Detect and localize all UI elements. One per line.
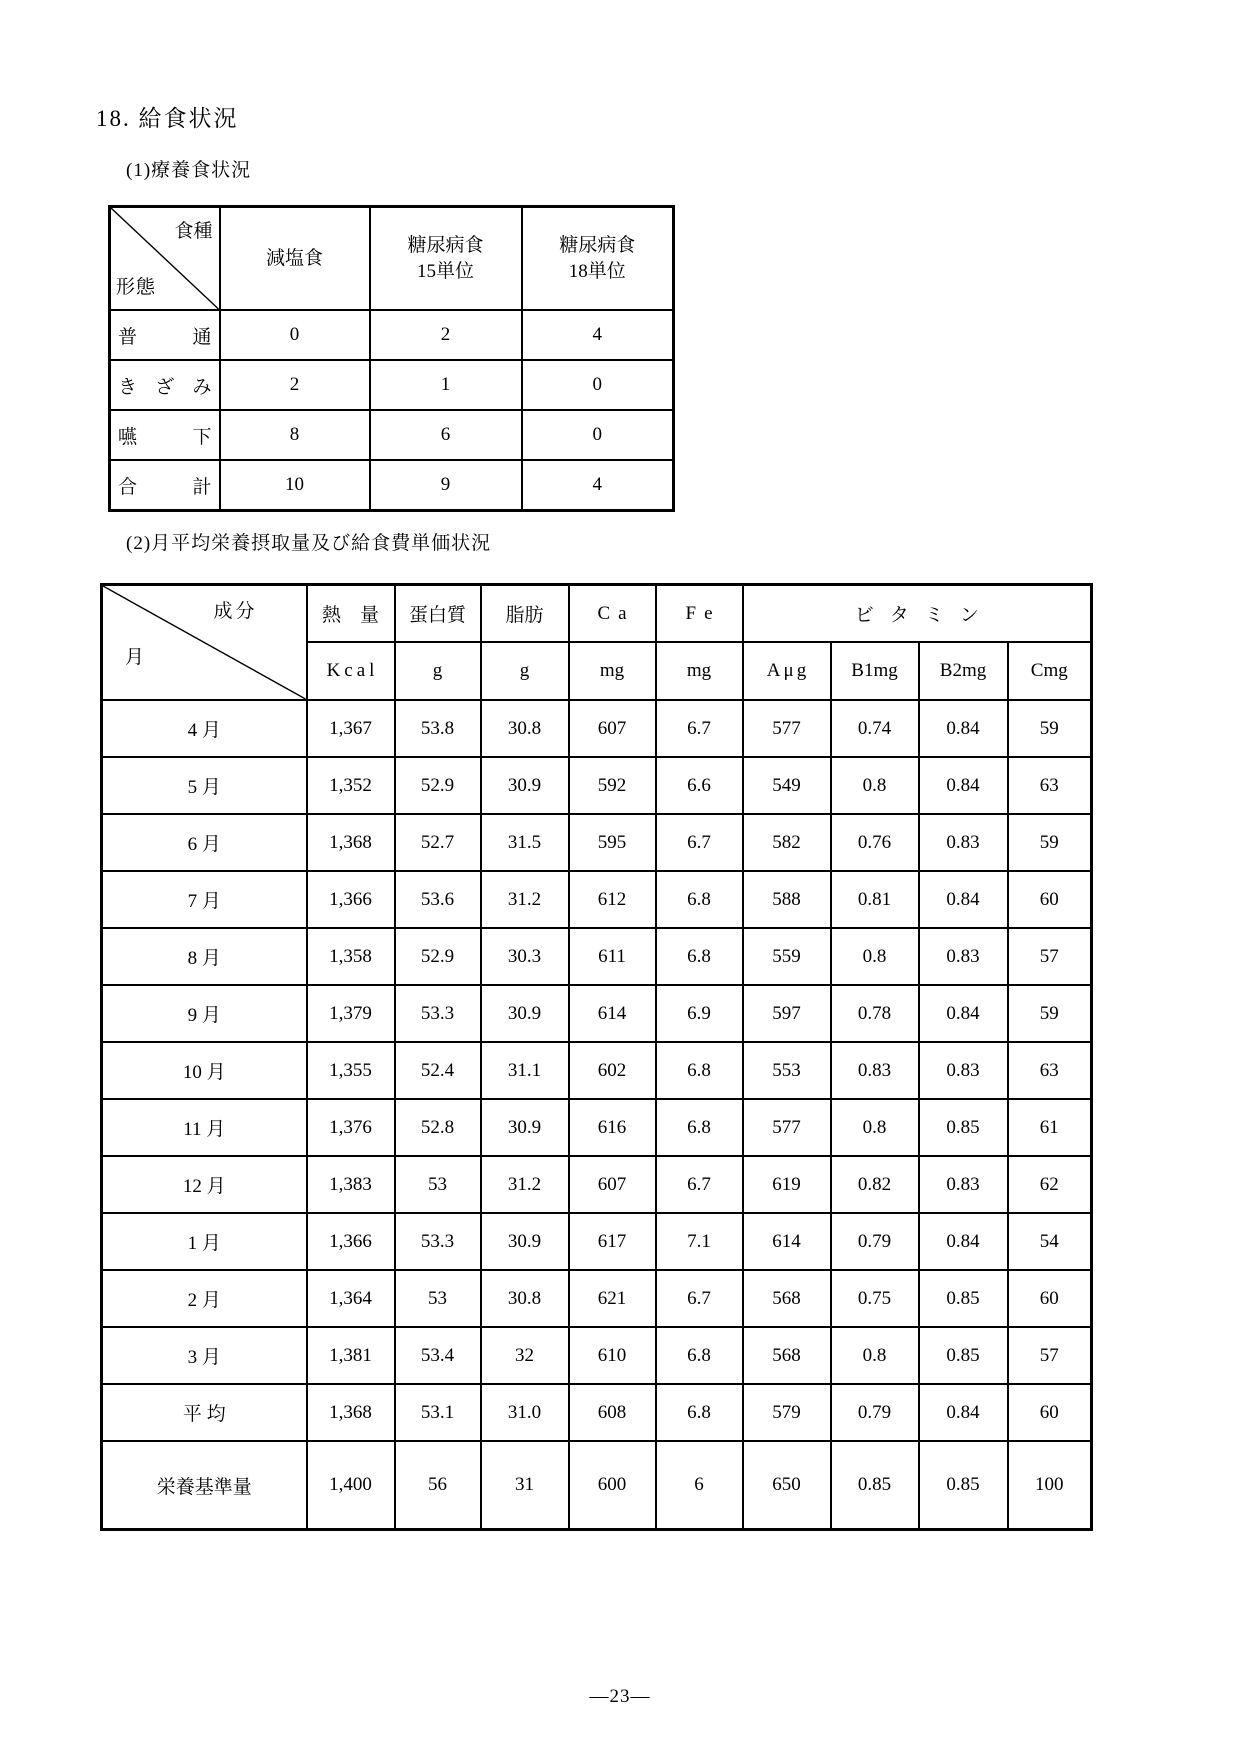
column-header (220, 207, 370, 311)
nutrition-table-body (102, 700, 1092, 1530)
value-cell: 568 (743, 1327, 831, 1384)
value-cell: 57 (1008, 928, 1092, 985)
value-cell: 0.82 (831, 1156, 919, 1213)
column-header-protein: 蛋白質 (395, 585, 481, 643)
column-header-line1: 糖尿病食 (407, 234, 484, 256)
value-cell: 0.85 (919, 1327, 1008, 1384)
row-label: 9 月 (102, 985, 307, 1042)
table-row (102, 1441, 1092, 1530)
section2-heading: (2)月平均栄養摂取量及び給食費単価状況 (126, 533, 492, 554)
value-cell: 0.8 (831, 1099, 919, 1156)
value-cell: 63 (1008, 1042, 1092, 1099)
value-cell: 31.5 (481, 814, 569, 871)
row-label: 嚥 下 (110, 410, 220, 460)
value-cell: 30.8 (481, 1270, 569, 1327)
value-cell: 597 (743, 985, 831, 1042)
table-row (102, 814, 1092, 871)
row-label: 5 月 (102, 757, 307, 814)
table-row (102, 1156, 1092, 1213)
page-title: 18. 給食状況 (96, 106, 239, 131)
value-cell: 6.8 (656, 1042, 743, 1099)
value-cell: 30.9 (481, 1099, 569, 1156)
value-cell: 53 (395, 1270, 481, 1327)
value-cell: 6 (370, 410, 522, 460)
value-cell: 1,358 (307, 928, 395, 985)
value-cell: 0.84 (919, 757, 1008, 814)
table-row (102, 700, 1092, 757)
value-cell: 553 (743, 1042, 831, 1099)
row-label: 12 月 (102, 1156, 307, 1213)
value-cell: 614 (569, 985, 656, 1042)
value-cell: 59 (1008, 814, 1092, 871)
value-cell: 60 (1008, 1270, 1092, 1327)
table-row (102, 1042, 1092, 1099)
value-cell: 9 (370, 460, 522, 511)
row-label: 普 通 (110, 310, 220, 360)
value-cell: 59 (1008, 700, 1092, 757)
value-cell: 0 (522, 360, 674, 410)
unit-header: g (481, 642, 569, 700)
value-cell: 595 (569, 814, 656, 871)
value-cell: 0.79 (831, 1384, 919, 1441)
value-cell: 616 (569, 1099, 656, 1156)
column-header-line1: 糖尿病食 (559, 234, 636, 256)
unit-header: B2mg (919, 642, 1008, 700)
value-cell: 1,364 (307, 1270, 395, 1327)
value-cell: 0.84 (919, 1213, 1008, 1270)
value-cell: 568 (743, 1270, 831, 1327)
table-row (102, 928, 1092, 985)
value-cell: 1,352 (307, 757, 395, 814)
value-cell: 0.85 (831, 1441, 919, 1530)
value-cell: 60 (1008, 871, 1092, 928)
value-cell: 60 (1008, 1384, 1092, 1441)
value-cell: 6.6 (656, 757, 743, 814)
table-row (102, 757, 1092, 814)
unit-header: B1mg (831, 642, 919, 700)
value-cell: 52.8 (395, 1099, 481, 1156)
value-cell: 1,367 (307, 700, 395, 757)
value-cell: 54 (1008, 1213, 1092, 1270)
value-cell: 6.7 (656, 814, 743, 871)
value-cell: 610 (569, 1327, 656, 1384)
nutrition-table (100, 583, 1093, 1531)
value-cell: 617 (569, 1213, 656, 1270)
row-label: 7 月 (102, 871, 307, 928)
row-label: き ざ み (110, 360, 220, 410)
value-cell: 31.0 (481, 1384, 569, 1441)
row-label: 4 月 (102, 700, 307, 757)
value-cell: 31.1 (481, 1042, 569, 1099)
value-cell: 31.2 (481, 1156, 569, 1213)
value-cell: 6.7 (656, 700, 743, 757)
column-header-line2: 18単位 (568, 260, 626, 282)
value-cell: 1,376 (307, 1099, 395, 1156)
value-cell: 1,366 (307, 871, 395, 928)
column-header-energy: 熱 量 (307, 585, 395, 643)
column-header-line2: 15単位 (416, 260, 474, 282)
value-cell: 4 (522, 310, 674, 360)
therapeutic-diet-table (108, 205, 675, 512)
value-cell: 30.3 (481, 928, 569, 985)
value-cell: 0.79 (831, 1213, 919, 1270)
value-cell: 0.85 (919, 1270, 1008, 1327)
value-cell: 0.85 (919, 1441, 1008, 1530)
value-cell: 0.75 (831, 1270, 919, 1327)
value-cell: 1,379 (307, 985, 395, 1042)
value-cell: 582 (743, 814, 831, 871)
diet-table-body (110, 310, 674, 511)
value-cell: 0.76 (831, 814, 919, 871)
value-cell: 588 (743, 871, 831, 928)
value-cell: 30.9 (481, 1213, 569, 1270)
page-number: —23— (589, 1686, 651, 1707)
value-cell: 6.8 (656, 1327, 743, 1384)
value-cell: 6.8 (656, 928, 743, 985)
value-cell: 53.8 (395, 700, 481, 757)
value-cell: 0.85 (919, 1099, 1008, 1156)
value-cell: 0.8 (831, 757, 919, 814)
column-header-vitamin: ビタミン (743, 585, 1092, 643)
value-cell: 577 (743, 700, 831, 757)
table-row (102, 1327, 1092, 1384)
table-row (110, 410, 674, 460)
value-cell: 0 (522, 410, 674, 460)
value-cell: 52.7 (395, 814, 481, 871)
value-cell: 7.1 (656, 1213, 743, 1270)
value-cell: 0.83 (919, 814, 1008, 871)
value-cell: 0.84 (919, 1384, 1008, 1441)
value-cell: 31.2 (481, 871, 569, 928)
value-cell: 0.74 (831, 700, 919, 757)
value-cell: 607 (569, 1156, 656, 1213)
value-cell: 608 (569, 1384, 656, 1441)
unit-header: Aμg (743, 642, 831, 700)
value-cell: 559 (743, 928, 831, 985)
table-row (110, 460, 674, 511)
table-row (102, 1270, 1092, 1327)
column-header-iron: Fe (656, 585, 743, 643)
row-label: 3 月 (102, 1327, 307, 1384)
table-row (102, 1384, 1092, 1441)
value-cell: 53 (395, 1156, 481, 1213)
value-cell: 0.84 (919, 700, 1008, 757)
value-cell: 607 (569, 700, 656, 757)
corner-label-top: 食種 (174, 221, 213, 242)
value-cell: 549 (743, 757, 831, 814)
value-cell: 56 (395, 1441, 481, 1530)
corner-label-bottom: 月 (125, 647, 145, 668)
value-cell: 0 (220, 310, 370, 360)
value-cell: 2 (220, 360, 370, 410)
unit-header: Kcal (307, 642, 395, 700)
value-cell: 62 (1008, 1156, 1092, 1213)
table-row (102, 871, 1092, 928)
value-cell: 0.83 (831, 1042, 919, 1099)
corner-label-bottom: 形態 (116, 277, 157, 298)
value-cell: 592 (569, 757, 656, 814)
value-cell: 614 (743, 1213, 831, 1270)
value-cell: 52.9 (395, 928, 481, 985)
section1-heading: (1)療養食状況 (126, 160, 252, 181)
value-cell: 53.6 (395, 871, 481, 928)
value-cell: 0.8 (831, 928, 919, 985)
value-cell: 10 (220, 460, 370, 511)
unit-header: g (395, 642, 481, 700)
table-row (110, 360, 674, 410)
value-cell: 577 (743, 1099, 831, 1156)
unit-header: mg (569, 642, 656, 700)
value-cell: 2 (370, 310, 522, 360)
column-header-line1: 減塩食 (265, 247, 323, 269)
value-cell: 1,383 (307, 1156, 395, 1213)
value-cell: 100 (1008, 1441, 1092, 1530)
row-label: 合 計 (110, 460, 220, 511)
value-cell: 0.83 (919, 1042, 1008, 1099)
value-cell: 52.9 (395, 757, 481, 814)
value-cell: 1,368 (307, 1384, 395, 1441)
row-label: 2 月 (102, 1270, 307, 1327)
value-cell: 31 (481, 1441, 569, 1530)
value-cell: 6.7 (656, 1270, 743, 1327)
row-label: 1 月 (102, 1213, 307, 1270)
row-label: 10 月 (102, 1042, 307, 1099)
value-cell: 621 (569, 1270, 656, 1327)
value-cell: 8 (220, 410, 370, 460)
value-cell: 619 (743, 1156, 831, 1213)
value-cell: 53.4 (395, 1327, 481, 1384)
value-cell: 0.83 (919, 928, 1008, 985)
value-cell: 6.7 (656, 1156, 743, 1213)
table-row (110, 310, 674, 360)
value-cell: 0.83 (919, 1156, 1008, 1213)
value-cell: 53.3 (395, 1213, 481, 1270)
value-cell: 0.8 (831, 1327, 919, 1384)
value-cell: 1,368 (307, 814, 395, 871)
column-header (370, 207, 522, 311)
value-cell: 6.8 (656, 1384, 743, 1441)
column-header-calcium: Ca (569, 585, 656, 643)
value-cell: 59 (1008, 985, 1092, 1042)
row-label: 6 月 (102, 814, 307, 871)
value-cell: 6.8 (656, 871, 743, 928)
value-cell: 600 (569, 1441, 656, 1530)
value-cell: 53.3 (395, 985, 481, 1042)
table-row (102, 1213, 1092, 1270)
value-cell: 611 (569, 928, 656, 985)
column-header (522, 207, 674, 311)
value-cell: 612 (569, 871, 656, 928)
value-cell: 579 (743, 1384, 831, 1441)
row-label: 11 月 (102, 1099, 307, 1156)
row-label: 8 月 (102, 928, 307, 985)
value-cell: 1,355 (307, 1042, 395, 1099)
value-cell: 63 (1008, 757, 1092, 814)
table-row (102, 1099, 1092, 1156)
value-cell: 1 (370, 360, 522, 410)
value-cell: 650 (743, 1441, 831, 1530)
value-cell: 1,366 (307, 1213, 395, 1270)
value-cell: 53.1 (395, 1384, 481, 1441)
row-label: 栄養基準量 (102, 1441, 307, 1530)
value-cell: 61 (1008, 1099, 1092, 1156)
value-cell: 6.9 (656, 985, 743, 1042)
value-cell: 0.81 (831, 871, 919, 928)
value-cell: 0.84 (919, 985, 1008, 1042)
column-header-fat: 脂肪 (481, 585, 569, 643)
header-row (110, 207, 674, 311)
unit-header: mg (656, 642, 743, 700)
corner-label-top: 成分 (213, 601, 258, 622)
value-cell: 0.84 (919, 871, 1008, 928)
table-row (102, 985, 1092, 1042)
value-cell: 52.4 (395, 1042, 481, 1099)
value-cell: 30.9 (481, 985, 569, 1042)
value-cell: 602 (569, 1042, 656, 1099)
corner-cell (102, 585, 307, 701)
value-cell: 30.9 (481, 757, 569, 814)
value-cell: 0.78 (831, 985, 919, 1042)
value-cell: 6 (656, 1441, 743, 1530)
value-cell: 32 (481, 1327, 569, 1384)
value-cell: 1,400 (307, 1441, 395, 1530)
value-cell: 30.8 (481, 700, 569, 757)
unit-header: Cmg (1008, 642, 1092, 700)
value-cell: 4 (522, 460, 674, 511)
header-row (102, 585, 1092, 643)
row-label: 平 均 (102, 1384, 307, 1441)
value-cell: 1,381 (307, 1327, 395, 1384)
value-cell: 6.8 (656, 1099, 743, 1156)
value-cell: 57 (1008, 1327, 1092, 1384)
corner-cell (110, 207, 220, 311)
